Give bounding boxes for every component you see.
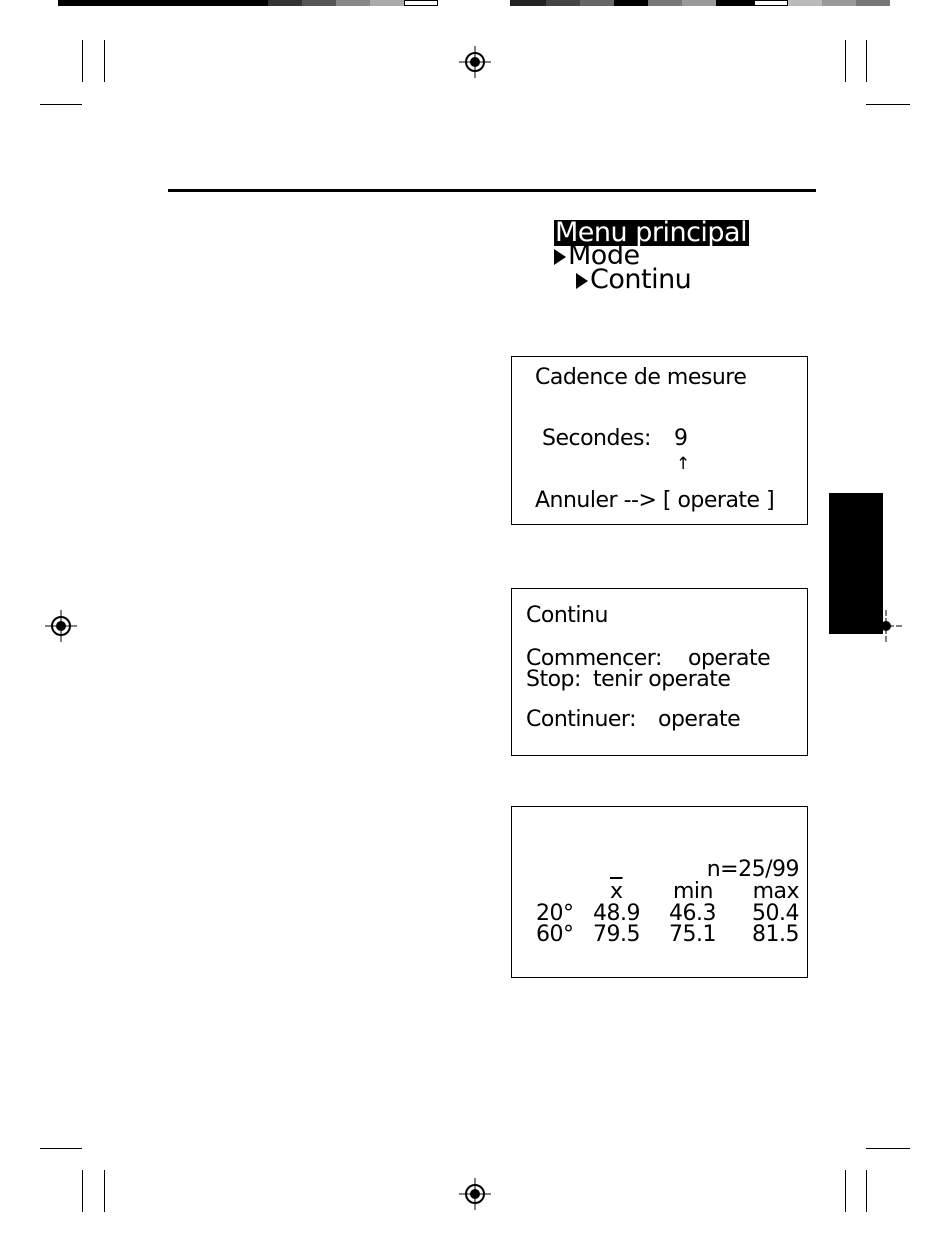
row-max: 50.4 (752, 901, 799, 926)
registration-mark-icon (459, 46, 491, 78)
row-mean: 79.5 (593, 922, 640, 947)
menu-title: Menu principal (555, 217, 748, 248)
start-label: Commencer: (526, 646, 662, 671)
header-min: min (673, 879, 713, 904)
lcd-screen-continuous (511, 588, 808, 756)
seconds-value: 9 (674, 426, 688, 451)
sample-count: n=25/99 (706, 857, 799, 882)
menu-level-mode: Mode (568, 240, 640, 271)
header-rule (168, 189, 816, 192)
triangle-right-icon (554, 249, 566, 265)
row-min: 75.1 (669, 922, 716, 947)
menu-level-continu: Continu (590, 264, 692, 295)
section-tab (829, 493, 883, 634)
screen-title: Continu (526, 603, 608, 628)
cancel-line: Annuler --> [ operate ] (535, 488, 775, 513)
lcd-screen-rate (511, 356, 808, 525)
start-value: operate (688, 646, 771, 671)
continue-value: operate (658, 707, 741, 732)
registration-mark-icon (45, 610, 77, 642)
continue-label: Continuer: (526, 707, 636, 732)
row-min: 46.3 (669, 901, 716, 926)
cursor-arrow-icon: ↑ (676, 454, 690, 474)
row-angle: 60° (536, 922, 574, 947)
menu-path (554, 217, 749, 295)
stop-label: Stop: (526, 667, 581, 692)
row-angle: 20° (536, 901, 574, 926)
row-mean: 48.9 (593, 901, 640, 926)
stop-value: tenir operate (593, 667, 731, 692)
header-mean: $\overline{x}$ (610, 879, 623, 904)
lcd-screen-statistics (511, 806, 808, 978)
header-max: max (752, 879, 799, 904)
screen-title: Cadence de mesure (535, 365, 747, 390)
row-max: 81.5 (752, 922, 799, 947)
seconds-label: Secondes: (542, 426, 651, 451)
registration-mark-icon (459, 1178, 491, 1210)
triangle-right-icon (576, 273, 588, 289)
